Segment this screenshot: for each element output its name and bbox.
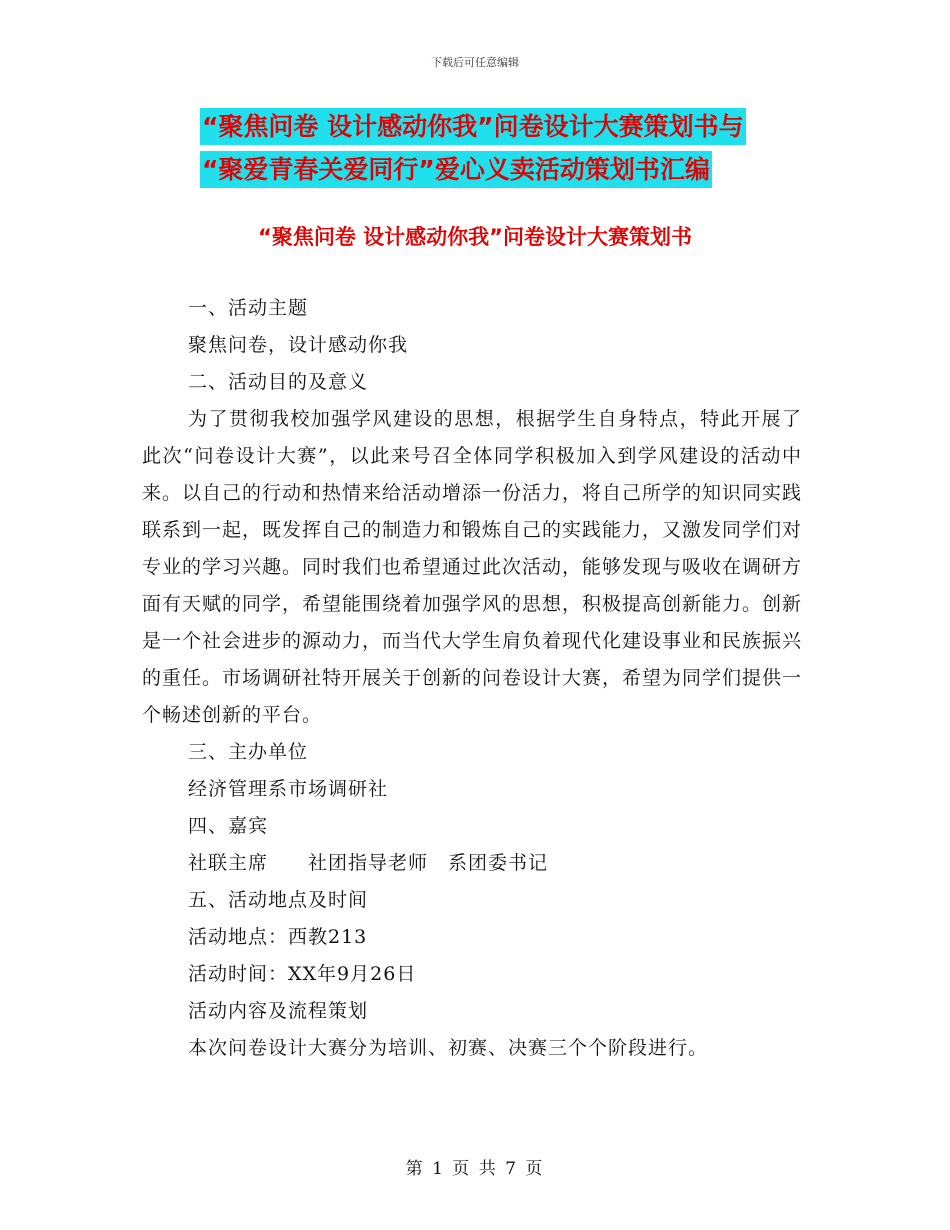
heading-location-time: 五、活动地点及时间 xyxy=(188,889,369,911)
page-number: 第 1 页 共 7 页 xyxy=(405,1159,545,1179)
text-content-flow: 本次问卷设计大赛分为培训、初赛、决赛三个个阶段进行。 xyxy=(188,1037,709,1059)
heading-purpose: 二、活动目的及意义 xyxy=(188,371,369,393)
section-title: “聚焦问卷 设计感动你我”问卷设计大赛策划书 xyxy=(258,225,692,249)
title-line-1: “聚焦问卷 设计感动你我”问卷设计大赛策划书与 xyxy=(200,108,746,145)
text-time: 活动时间：XX年9月26日 xyxy=(188,963,417,985)
heading-theme: 一、活动主题 xyxy=(188,297,309,319)
text-organizer: 经济管理系市场调研社 xyxy=(188,778,389,800)
title-line-2: “聚爱青春关爱同行”爱心义卖活动策划书汇编 xyxy=(200,151,712,188)
text-theme: 聚焦问卷，设计感动你我 xyxy=(188,334,409,356)
document-body xyxy=(142,290,802,1067)
heading-content-flow: 活动内容及流程策划 xyxy=(188,1000,369,1022)
text-guests: 社联主席 社团指导老师 系团委书记 xyxy=(188,852,549,874)
paragraph-purpose: 为了贯彻我校加强学风建设的思想，根据学生自身特点，特此开展了此次“问卷设计大赛”，以此来号召全体同学积极加入到学风建设的活动中来。以自己的行动和热情来给活动增添一份活力，将自己所学的知识同实践联系到一起，既发挥自己的制造力和锻炼自己的实践能力，又激发同学们对专业的学习兴趣。同时我们也希望通过此次活动，能够发现与吸收在调研方面有天赋的同学，希望能围绕着加强学风的思想，积极提高创新能力。创新是一个社会进步的源动力，而当代大学生肩负着现代化建设事业和民族振兴的重任。市场调研社特开展关于创新的问卷设计大赛，希望为同学们提供一个畅述创新的平台。 xyxy=(142,408,803,726)
header-note: 下载后可任意编辑 xyxy=(431,56,519,69)
heading-organizer: 三、主办单位 xyxy=(188,741,309,763)
text-location: 活动地点：西教213 xyxy=(188,926,368,948)
heading-guests: 四、嘉宾 xyxy=(188,815,269,837)
